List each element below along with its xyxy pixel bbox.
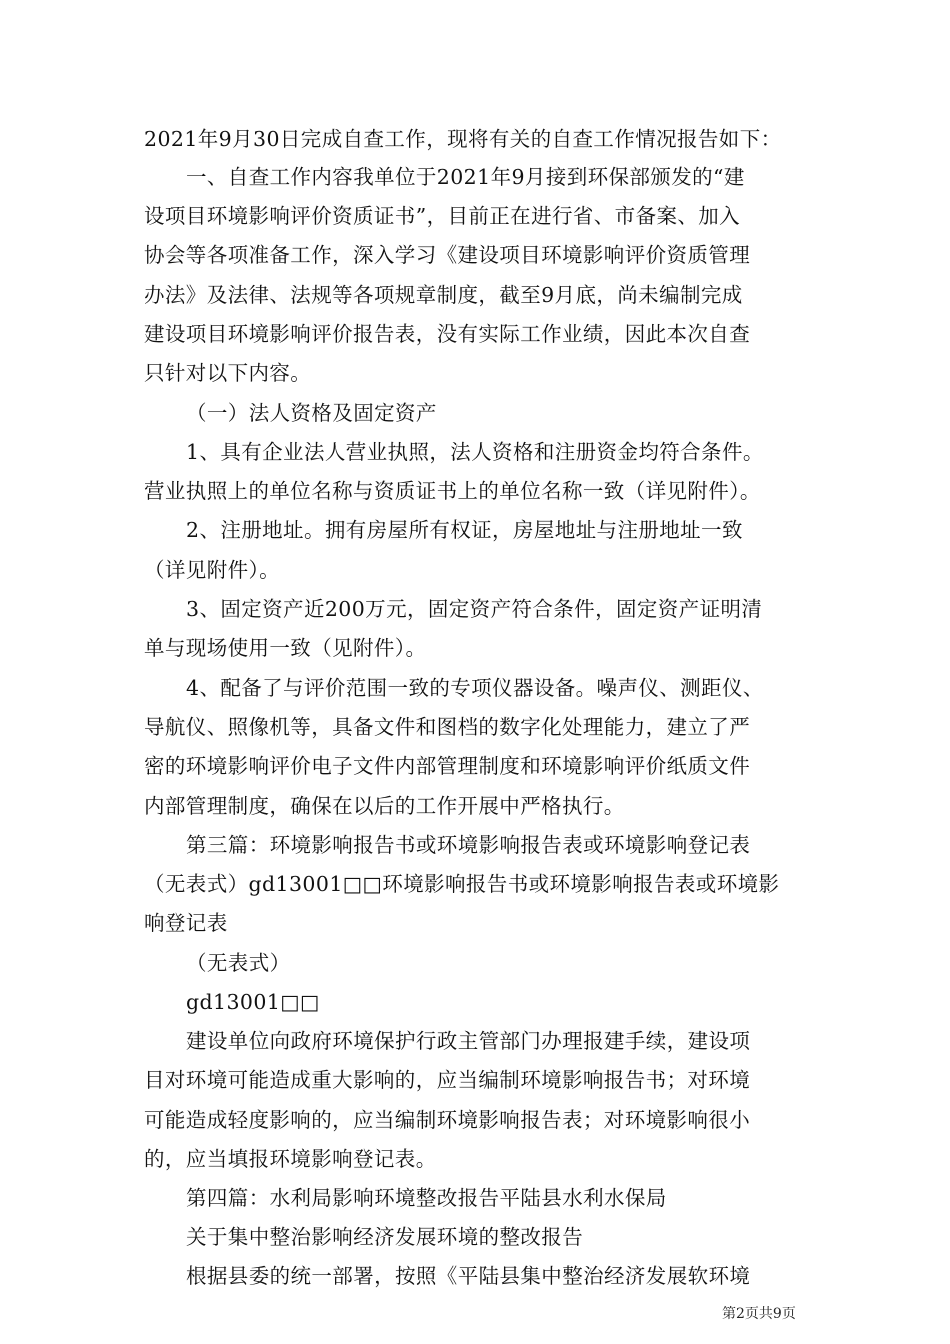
text-line: 只针对以下内容。 [144, 361, 312, 385]
text-line: 2、注册地址。拥有房屋所有权证，房屋地址与注册地址一致 [186, 518, 743, 542]
text-line: 关于集中整治影响经济发展环境的整改报告 [186, 1225, 584, 1249]
text-line: （无表式） [186, 951, 291, 975]
section-heading: 第四篇：水利局影响环境整改报告平陆县水利水保局 [186, 1186, 667, 1210]
text-line: （详见附件）。 [144, 558, 281, 582]
text-line: 3、固定资产近200万元，固定资产符合条件，固定资产证明清 [186, 597, 763, 621]
text-line: 根据县委的统一部署，按照《平陆县集中整治经济发展软环境 [186, 1264, 751, 1288]
text-line: （一）法人资格及固定资产 [186, 401, 437, 425]
text-line: 单与现场使用一致（见附件）。 [144, 636, 427, 660]
text-line: 目对环境可能造成重大影响的，应当编制环境影响报告书；对环境 [144, 1068, 751, 1092]
text-line: 导航仪、照像机等，具备文件和图档的数字化处理能力，建立了严 [144, 715, 751, 739]
text-line: 协会等各项准备工作，深入学习《建设项目环境影响评价资质管理 [144, 243, 751, 267]
text-line: gd13001□□ [186, 990, 320, 1014]
text-line: 4、配备了与评价范围一致的专项仪器设备。噪声仪、测距仪、 [186, 676, 764, 700]
text-line: 1、具有企业法人营业执照，法人资格和注册资金均符合条件。 [186, 440, 764, 464]
text-line: 的，应当填报环境影响登记表。 [144, 1147, 437, 1171]
text-line: 一、自查工作内容我单位于2021年9月接到环保部颁发的“建 [186, 165, 745, 189]
text-line: 建设项目环境影响评价报告表，没有实际工作业绩，因此本次自查 [144, 322, 751, 346]
text-line: 可能造成轻度影响的，应当编制环境影响报告表；对环境影响很小 [144, 1108, 751, 1132]
page-number-footer: 第2页共9页 [722, 1306, 796, 1322]
text-line: 设项目环境影响评价资质证书”，目前正在进行省、市备案、加入 [144, 204, 741, 228]
text-line: 建设单位向政府环境保护行政主管部门办理报建手续，建设项 [186, 1029, 751, 1053]
text-line: 内部管理制度，确保在以后的工作开展中严格执行。 [144, 794, 625, 818]
text-line: 密的环境影响评价电子文件内部管理制度和环境影响评价纸质文件 [144, 754, 751, 778]
text-line: 响登记表 [144, 911, 228, 935]
text-line: 营业执照上的单位名称与资质证书上的单位名称一致（详见附件）。 [144, 479, 761, 503]
text-line: 2021年9月30日完成自查工作，现将有关的自查工作情况报告如下： [144, 127, 782, 151]
text-line: 办法》及法律、法规等各项规章制度，截至9月底，尚未编制完成 [144, 283, 743, 307]
section-heading: 第三篇：环境影响报告书或环境影响报告表或环境影响登记表 [186, 833, 751, 857]
text-line: （无表式）gd13001□□环境影响报告书或环境影响报告表或环境影 [144, 872, 780, 896]
